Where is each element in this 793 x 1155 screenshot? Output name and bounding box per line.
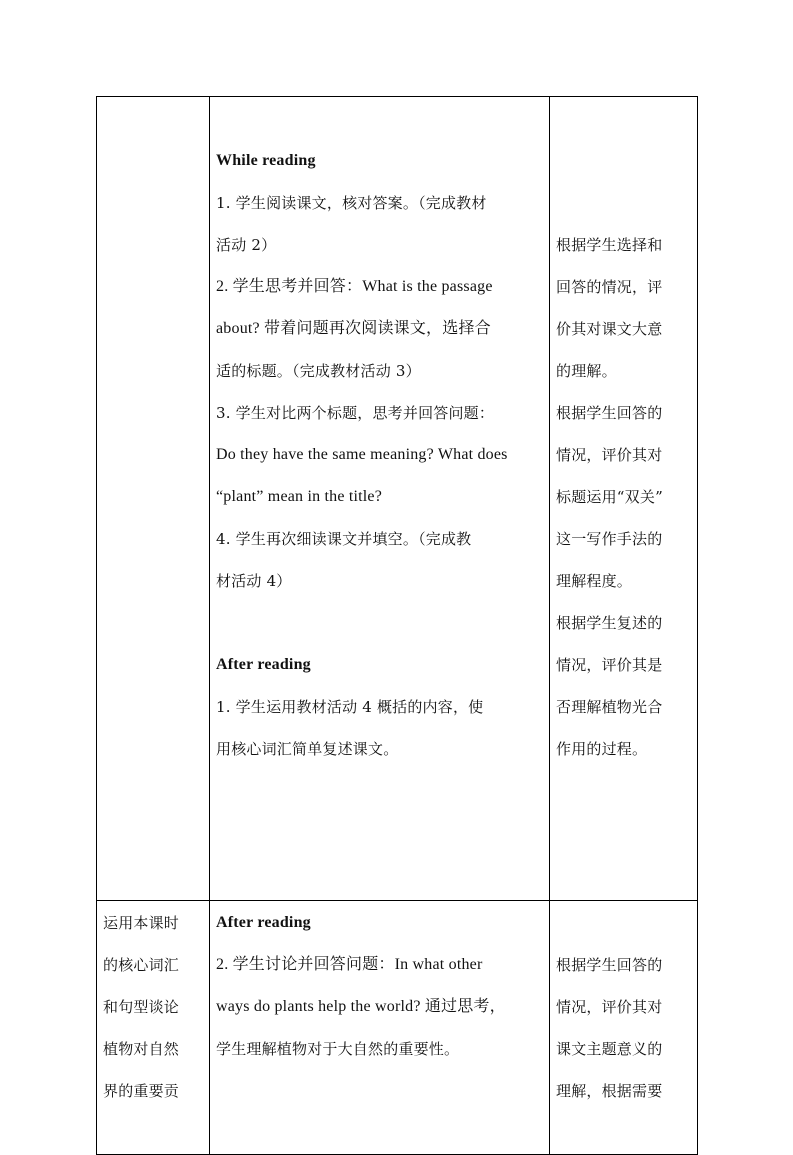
- assessment-line: 作用的过程。: [556, 740, 648, 758]
- activity-line: 2. 学生讨论并回答问题：In what other: [216, 956, 483, 973]
- activity-line: 4. 学生再次细读课文并填空。（完成教: [216, 530, 472, 548]
- activity-cell: [210, 97, 550, 901]
- activity-line: 2. 学生思考并回答：What is the passage: [216, 278, 493, 295]
- assessment-line: 理解，根据需要: [556, 1082, 663, 1100]
- activity-line: 学生理解植物对于大自然的重要性。: [216, 1040, 460, 1058]
- activity-line: 用核心词汇简单复述课文。: [216, 740, 399, 758]
- assessment-line: 根据学生回答的: [556, 404, 663, 422]
- assessment-line: 价其对课文大意: [556, 320, 663, 338]
- objective-line: 的核心词汇: [103, 956, 180, 974]
- lesson-plan-table: [96, 96, 698, 1155]
- assessment-line: 标题运用“双关”: [556, 488, 663, 506]
- objective-line: 运用本课时: [103, 914, 180, 932]
- objective-line: 界的重要贡: [103, 1082, 180, 1100]
- activity-line: ways do plants help the world? 通过思考，: [216, 998, 506, 1015]
- spacer: [216, 602, 543, 644]
- assessment-line: 否理解植物光合: [556, 698, 663, 716]
- assessment-line: 回答的情况，评: [556, 278, 663, 296]
- activity-line: “plant” mean in the title?: [216, 488, 383, 505]
- table-row: [97, 97, 698, 901]
- assessment-line: 情况，评价其对: [556, 998, 663, 1016]
- assessment-line: 情况，评价其是: [556, 656, 663, 674]
- activity-line: 3. 学生对比两个标题，思考并回答问题：: [216, 404, 495, 422]
- assessment-cell: [550, 901, 698, 1155]
- objective-line: 植物对自然: [103, 1040, 180, 1058]
- assessment-cell: [550, 97, 698, 901]
- activity-line: 活动 2）: [216, 236, 277, 254]
- assessment-line: 的理解。: [556, 362, 617, 380]
- objective-cell-empty: [97, 97, 210, 901]
- activity-line: 1. 学生运用教材活动 4 概括的内容，使: [216, 698, 484, 716]
- activity-line: 材活动 4）: [216, 572, 292, 590]
- activity-cell: [210, 901, 550, 1155]
- assessment-line: 这一写作手法的: [556, 530, 663, 548]
- activity-line: 适的标题。（完成教材活动 3）: [216, 362, 421, 380]
- activity-line: about? 带着问题再次阅读课文，选择合: [216, 320, 491, 337]
- assessment-line: 根据学生回答的: [556, 956, 663, 974]
- assessment-line: 根据学生复述的: [556, 614, 663, 632]
- after-reading-heading: After reading: [216, 656, 311, 673]
- assessment-line: 情况，评价其对: [556, 446, 663, 464]
- while-reading-heading: While reading: [216, 152, 316, 169]
- objective-line: 和句型谈论: [103, 998, 180, 1016]
- assessment-line: 课文主题意义的: [556, 1040, 663, 1058]
- assessment-line: 理解程度。: [556, 572, 633, 590]
- objective-cell: [97, 901, 210, 1155]
- after-reading-heading: After reading: [216, 914, 311, 931]
- activity-line: 1. 学生阅读课文，核对答案。（完成教材: [216, 194, 487, 212]
- assessment-line: 根据学生选择和: [556, 236, 663, 254]
- table-row: [97, 901, 698, 1155]
- activity-line: Do they have the same meaning? What does: [216, 446, 508, 463]
